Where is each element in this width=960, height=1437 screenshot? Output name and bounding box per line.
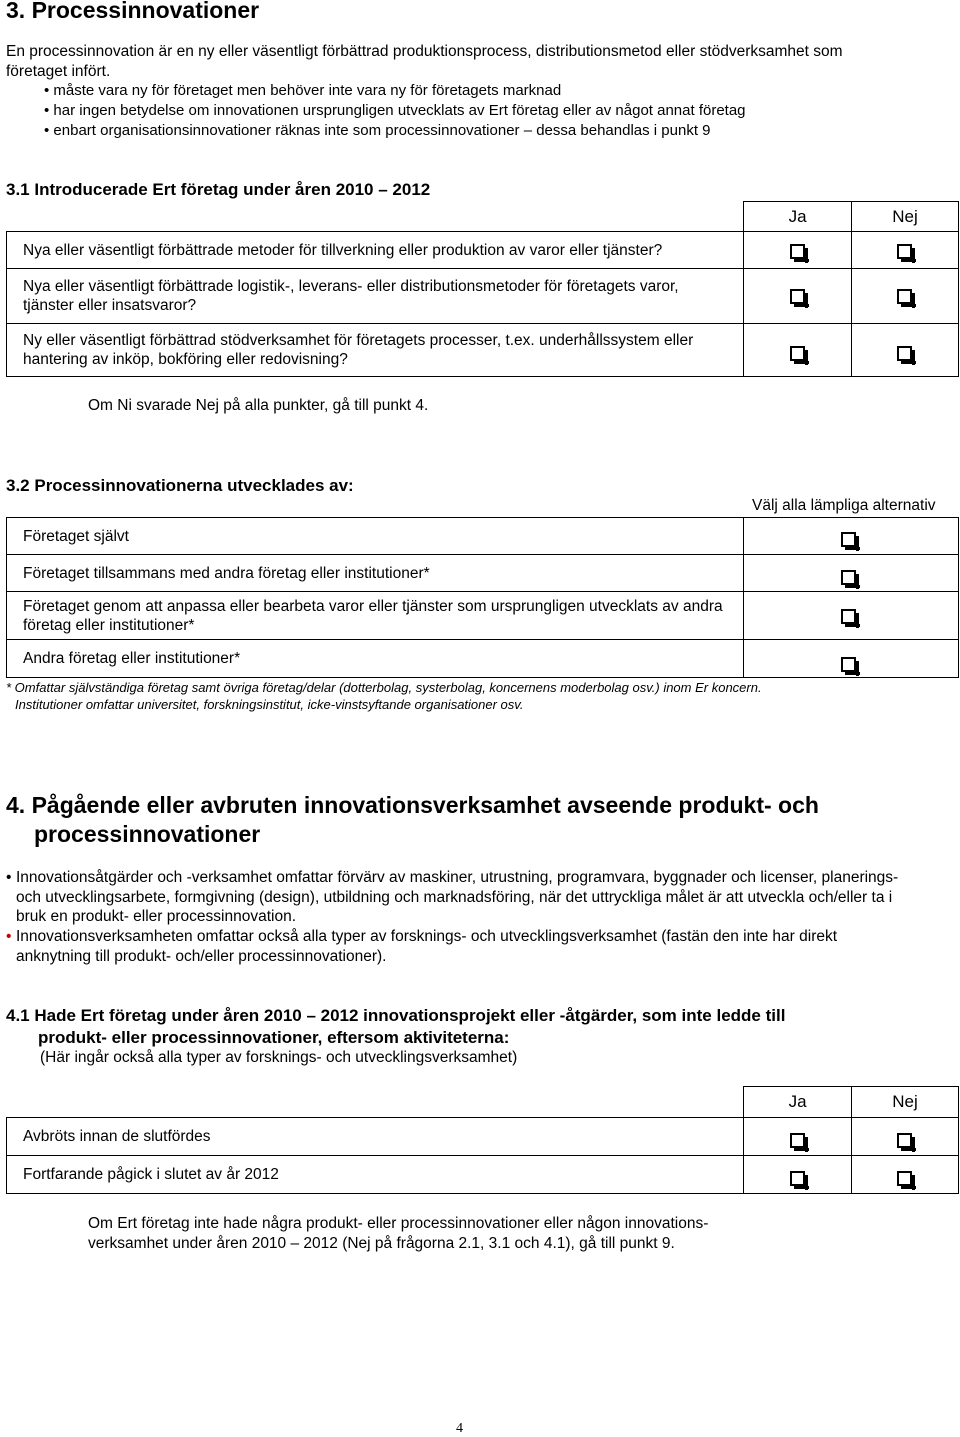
no-cell <box>852 324 959 377</box>
section-3-title: 3. Processinnovationer <box>6 0 260 23</box>
checkbox-no[interactable] <box>897 1133 912 1148</box>
bullet-text: har ingen betydelse om innovationen ursprungligen utvecklats av Ert företag eller av något annat företag <box>53 102 746 119</box>
question-3-1-row-3: Ny eller väsentligt förbättrad stödverksamhet för företagets processer, t.ex. underhållssystem eller hantering av inköp, bokföring eller redovisning? <box>7 324 744 377</box>
section-3-intro: En processinnovation är en ny eller väsentligt förbättrad produktionsprocess, distributionsmetod eller stödverksamhet som företaget infört. <box>6 43 843 80</box>
section-4-bullet-1: • Innovationsåtgärder och -verksamhet omfattar förvärv av maskiner, utrustning, programvara, byggnader och licenser, planerings- och utvecklingsarbete, formgivning (design), utbildning och marknadsföring, när det uttryckliga målet är att utveckla och/eller ta i bruk en produkt- eller processinnovation. <box>6 868 916 927</box>
option-cell <box>744 640 959 678</box>
column-header-options: Välj alla lämpliga alternativ <box>752 497 936 514</box>
yes-cell <box>744 269 852 324</box>
section-4-bullet-2 <box>6 927 916 966</box>
no-cell <box>852 1118 959 1156</box>
footnote-1: * Omfattar självständiga företag samt övriga företag/delar (dotterbolag, systerbolag, koncernens moderbolag osv.) inom Er koncern. <box>6 680 762 695</box>
bullet-text: enbart organisationsinnovationer räknas inte som processinnovationer – dessa behandlas i punkt 9 <box>53 122 711 139</box>
question-3-1-skip-note: Om Ni svarade Nej på alla punkter, gå till punkt 4. <box>88 397 429 414</box>
column-header-yes: Ja <box>744 1087 852 1118</box>
checkbox-option[interactable] <box>841 657 856 672</box>
column-header-yes: Ja <box>744 202 852 232</box>
question-3-1-title: 3.1 Introducerade Ert företag under åren 2010 – 2012 <box>6 180 431 199</box>
option-cell <box>744 518 959 555</box>
column-header-no: Nej <box>852 202 959 232</box>
question-3-2-row-1: Företaget självt <box>7 518 744 555</box>
checkbox-yes[interactable] <box>790 244 805 259</box>
checkbox-yes[interactable] <box>790 346 805 361</box>
section-4-title-line-1: 4. Pågående eller avbruten innovationsverksamhet avseende produkt- och <box>6 792 819 818</box>
question-4-1-title-line-2: produkt- eller processinnovationer, eftersom aktiviteterna: <box>38 1028 510 1047</box>
checkbox-option[interactable] <box>841 570 856 585</box>
yes-cell <box>744 1118 852 1156</box>
checkbox-option[interactable] <box>841 532 856 547</box>
question-3-1-table <box>6 201 959 377</box>
bullet-item: • har ingen betydelse om innovationen ursprungligen utvecklats av Ert företag eller av något annat företag <box>44 102 746 119</box>
footnote-2: Institutioner omfattar universitet, forskningsinstitut, icke-vinstsyftande organisationer osv. <box>15 697 524 712</box>
checkbox-no[interactable] <box>897 244 912 259</box>
bullet-text: Innovationsåtgärder och -verksamhet omfattar förvärv av maskiner, utrustning, programvara, byggnader och licenser, planerings- och utvecklingsarbete, formgivning (design), utbildning och marknadsföring, när det uttryckliga målet är att utveckla och/eller ta i bruk en produkt- eller processinnovation. <box>16 869 899 925</box>
option-cell <box>744 555 959 592</box>
question-3-2-row-4: Andra företag eller institutioner* <box>7 640 744 678</box>
checkbox-yes[interactable] <box>790 1133 805 1148</box>
question-4-1-row-2: Fortfarande pågick i slutet av år 2012 <box>7 1156 744 1194</box>
question-4-1-table <box>6 1086 959 1194</box>
question-3-2-table <box>6 517 959 678</box>
section-4-title-line-2: processinnovationer <box>34 821 261 847</box>
no-cell <box>852 269 959 324</box>
checkbox-yes[interactable] <box>790 289 805 304</box>
no-cell <box>852 1156 959 1194</box>
question-3-1-row-2: Nya eller väsentligt förbättrade logistik-, leverans- eller distributionsmetoder för företagets varor, tjänster eller insatsvaror? <box>7 269 744 324</box>
bullet-item: • enbart organisationsinnovationer räknas inte som processinnovationer – dessa behandlas i punkt 9 <box>44 122 711 139</box>
red-bullet-icon: • <box>6 928 12 945</box>
checkbox-no[interactable] <box>897 346 912 361</box>
yes-cell <box>744 324 852 377</box>
yes-cell <box>744 1156 852 1194</box>
question-3-2-title: 3.2 Processinnovationerna utvecklades av: <box>6 476 354 495</box>
question-3-2-row-3: Företaget genom att anpassa eller bearbeta varor eller tjänster som ursprungligen utvecklats av andra företag eller institutioner* <box>7 592 744 640</box>
question-4-1-skip-note: Om Ert företag inte hade några produkt- eller processinnovationer eller någon innovations-verksamhet under åren 2010 – 2012 (Nej på frågorna 2.1, 3.1 och 4.1), gå till punkt 9. <box>88 1215 709 1252</box>
question-4-1-title <box>6 1005 785 1049</box>
section-4-title <box>6 791 819 849</box>
checkbox-no[interactable] <box>897 1171 912 1186</box>
checkbox-option[interactable] <box>841 609 856 624</box>
bullet-item: • måste vara ny för företaget men behöver inte vara ny för företagets marknad <box>44 82 562 99</box>
question-3-2-row-2: Företaget tillsammans med andra företag eller institutioner* <box>7 555 744 592</box>
question-4-1-row-1: Avbröts innan de slutfördes <box>7 1118 744 1156</box>
no-cell <box>852 232 959 269</box>
bullet-text: måste vara ny för företaget men behöver inte vara ny för företagets marknad <box>53 82 562 99</box>
checkbox-no[interactable] <box>897 289 912 304</box>
option-cell <box>744 592 959 640</box>
question-4-1-subtitle: (Här ingår också alla typer av forsknings- och utvecklingsverksamhet) <box>40 1049 518 1066</box>
bullet-text: Innovationsverksamheten omfattar också alla typer av forsknings- och utvecklingsverksamhet (fastän den inte har direkt anknytning till produkt- och/eller processinnovationer). <box>16 928 838 965</box>
question-4-1-title-line-1: 4.1 Hade Ert företag under åren 2010 – 2012 innovationsprojekt eller -åtgärder, som inte ledde till <box>6 1006 786 1025</box>
page-number: 4 <box>456 1421 463 1436</box>
question-3-1-row-1: Nya eller väsentligt förbättrade metoder för tillverkning eller produktion av varor eller tjänster? <box>7 232 744 269</box>
checkbox-yes[interactable] <box>790 1171 805 1186</box>
column-header-no: Nej <box>852 1087 959 1118</box>
yes-cell <box>744 232 852 269</box>
